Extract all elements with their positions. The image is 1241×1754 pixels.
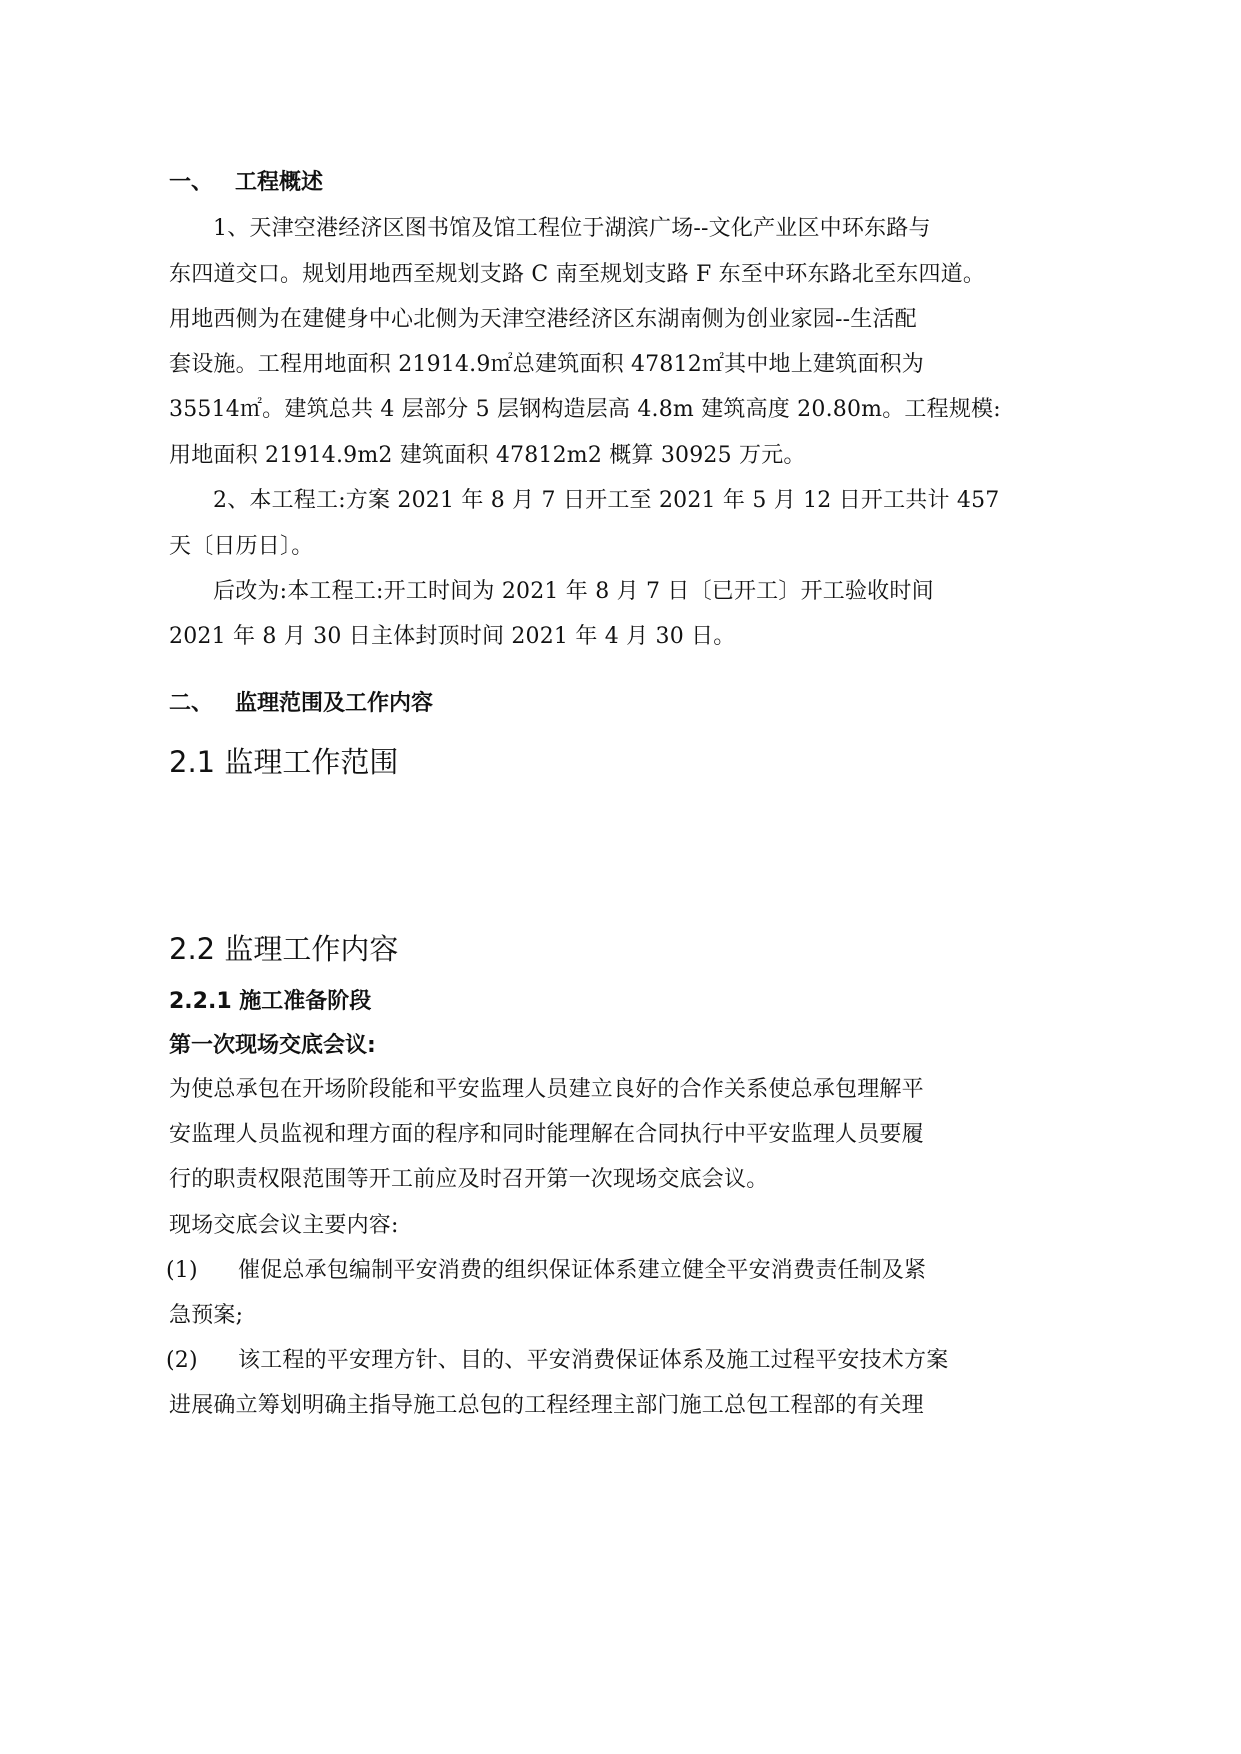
contents-label: 现场交底会议主要内容: xyxy=(169,1213,399,1238)
list-item-marker: (1) xyxy=(166,1258,198,1283)
section-1-title: 工程概述 xyxy=(235,170,324,195)
paragraph-line: 用地面积 21914.9m2 建筑面积 47812m2 概算 30925 万元。 xyxy=(169,443,806,468)
section-2-title: 监理范围及工作内容 xyxy=(235,691,434,716)
paragraph-line: 安监理人员监视和理方面的程序和同时能理解在合同执行中平安监理人员要履 xyxy=(169,1122,924,1147)
subsection-2-2-heading: 2.2 监理工作内容 xyxy=(169,932,399,966)
list-item xyxy=(166,1343,948,1374)
subsection-2-2-1-heading: 2.2.1 施工准备阶段 xyxy=(169,989,372,1014)
paragraph-line: 为使总承包在开场阶段能和平安监理人员建立良好的合作关系使总承包理解平 xyxy=(169,1077,924,1102)
list-item-text: 催促总承包编制平安消费的组织保证体系建立健全平安消费责任制及紧 xyxy=(238,1258,927,1283)
paragraph-line: 2、本工程工:方案 2021 年 8 月 7 日开工至 2021 年 5 月 12 日开工共计 457 xyxy=(213,488,1000,513)
paragraph-line: 1、天津空港经济区图书馆及馆工程位于湖滨广场--文化产业区中环东路与 xyxy=(213,216,931,241)
paragraph-line: 天〔日历日〕。 xyxy=(169,534,314,559)
list-item-marker: (2) xyxy=(166,1348,198,1373)
list-item-text: 该工程的平安理方针、目的、平安消费保证体系及施工过程平安技术方案 xyxy=(238,1348,949,1373)
meeting-title: 第一次现场交底会议: xyxy=(169,1033,376,1058)
paragraph-line: 套设施。工程用地面积 21914.9㎡总建筑面积 47812㎡其中地上建筑面积为 xyxy=(169,352,924,377)
paragraph-line: 后改为:本工程工:开工时间为 2021 年 8 月 7 日〔已开工〕开工验收时间 xyxy=(213,579,934,604)
section-1-number: 一、 xyxy=(169,170,214,195)
paragraph-line: 行的职责权限范围等开工前应及时召开第一次现场交底会议。 xyxy=(169,1167,769,1192)
list-item-continuation: 进展确立筹划明确主指导施工总包的工程经理主部门施工总包工程部的有关理 xyxy=(169,1393,924,1418)
section-1-heading xyxy=(169,165,323,196)
paragraph-line: 2021 年 8 月 30 日主体封顶时间 2021 年 4 月 30 日。 xyxy=(169,624,736,649)
paragraph-line: 35514㎡。建筑总共 4 层部分 5 层钢构造层高 4.8m 建筑高度 20.80m。工程规模: xyxy=(169,397,1001,422)
section-2-number: 二、 xyxy=(169,691,214,716)
paragraph-line: 东四道交口。规划用地西至规划支路 C 南至规划支路 F 东至中环东路北至东四道。 xyxy=(169,262,986,287)
section-2-heading xyxy=(169,686,433,717)
subsection-2-1-heading: 2.1 监理工作范围 xyxy=(169,745,399,779)
paragraph-line: 用地西侧为在建健身中心北侧为天津空港经济区东湖南侧为创业家园--生活配 xyxy=(169,307,917,332)
list-item xyxy=(166,1253,926,1284)
list-item-continuation: 急预案; xyxy=(169,1303,244,1328)
